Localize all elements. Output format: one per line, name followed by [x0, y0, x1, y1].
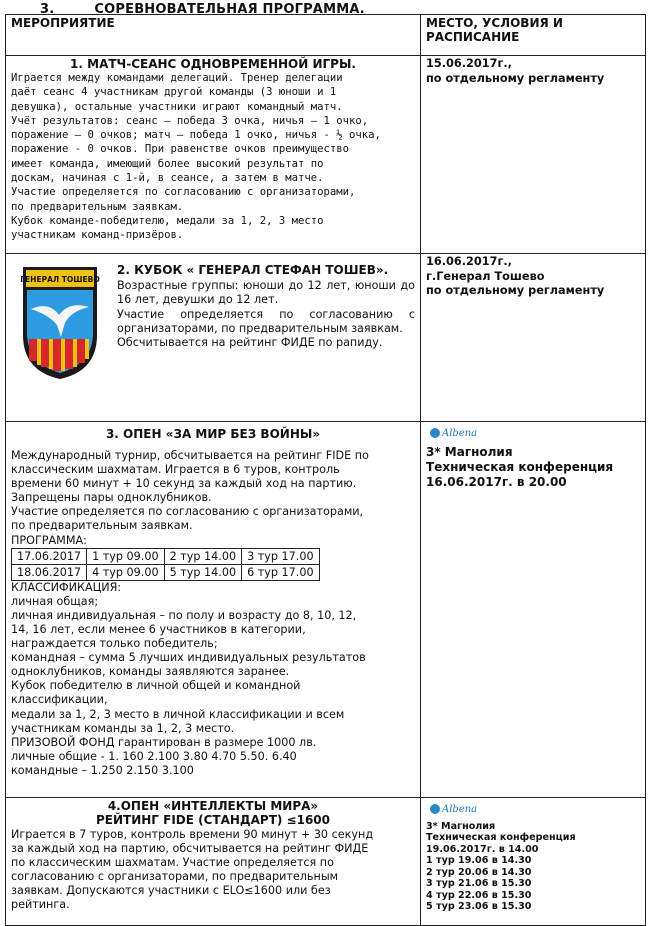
event1-date: 15.06.2017г., [426, 57, 512, 70]
schedule-row [12, 548, 320, 564]
event4-subtitle: РЕЙТИНГ FIDE (СТАНДАРТ) ≤1600 [95, 813, 330, 827]
event-row-3 [6, 422, 646, 798]
event1-line: девушка), остальные участники играют командный матч. [11, 100, 343, 113]
schedule-round: 6 тур 17.00 [242, 564, 320, 580]
event4-line: за каждый ход на партию, обсчитывается на рейтинг ФИДЕ [11, 842, 369, 856]
schedule-round: 1 тур 09.00 [87, 548, 165, 564]
event4-body [11, 828, 415, 913]
event4-conference-time: 19.06.2017г. в 14.00 [426, 843, 539, 855]
event1-line: Учёт результатов: сеанс – победа 3 очка, ничья – 1 очко, [11, 114, 369, 127]
event3-classification [11, 595, 415, 778]
event4-line: согласованию с организаторами, по предварительным [11, 870, 339, 884]
event1-line: Участие определяется по согласованию с организаторами, [11, 186, 356, 199]
event4-round: 4 тур 22.06 в 15.30 [426, 889, 532, 901]
event-row-4 [6, 798, 646, 926]
event1-line: поражение - 0 очков. При равенстве очков преимущество [11, 143, 350, 156]
event4-line: рейтинга. [11, 898, 70, 912]
event3-classification-line: личная общая; [11, 594, 99, 608]
event2-rating: Обсчитывается на рейтинг ФИДЕ по рапиду. [117, 336, 383, 350]
event1-place [426, 57, 640, 86]
event3-intro-line: Международный турнир, обсчитывается на рейтинг FIDE по [11, 449, 369, 462]
section-number: 3. [40, 2, 55, 17]
header-event: МЕРОПРИЯТИЕ [6, 15, 421, 56]
event4-line: заявкам. Допускаются участники с ELO≤1600 или без [11, 884, 331, 898]
albena-logo-icon [430, 804, 440, 814]
event2-participation: Участие определяется по согласованию с организаторами, по предварительным заявкам. [117, 307, 415, 335]
event4-line: по классическим шахматам. Участие определяется по [11, 856, 334, 870]
event1-line: Кубок команде-победителю, медали за 1, 2, 3 место [11, 214, 324, 227]
event4-round: 1 тур 19.06 в 14.30 [426, 855, 532, 866]
event4-line: Играется в 7 туров, контроль времени 90 минут + 30 секунд [11, 828, 374, 841]
event4-round: 3 тур 21.06 в 15.30 [426, 878, 532, 889]
schedule-date: 18.06.2017 [12, 564, 87, 580]
event2-age-groups: Возрастные группы: юноши до 12 лет, юноши до 16 лет, девушки до 12 лет. [117, 279, 415, 307]
event1-line: Играется между командами делегаций. Тренер делегации [11, 72, 343, 84]
event2-city: г.Генерал Тошево [426, 269, 545, 283]
event3-classification-line: Кубок победителю в личной общей и командной [11, 679, 301, 693]
event1-line: участникам команд-призёров. [11, 229, 184, 242]
general-toshevo-crest [11, 255, 117, 385]
program-table [5, 14, 646, 926]
event2-rules: по отдельному регламенту [426, 284, 605, 297]
event4-rounds [426, 855, 640, 913]
event3-place [426, 445, 640, 490]
event3-hotel: 3* Магнолия [426, 444, 513, 459]
schedule-date: 17.06.2017 [12, 548, 87, 564]
event4-conference: Техническая конференция [426, 832, 576, 843]
schedule-round: 4 тур 09.00 [87, 564, 165, 580]
event3-classification-line: медали за 1, 2, 3 место в личной классификации и всем [11, 707, 345, 721]
event3-classification-line: одноклубников, команды заявляются заранее. [11, 665, 290, 679]
event3-conference-time: 16.06.2017г. в 20.00 [426, 474, 567, 489]
event1-line: поражение – 0 очков; матч – победа 1 очко, ничья - ½ очка, [11, 129, 381, 142]
event3-intro-line: времени 60 минут + 10 секунд за каждый ход на партию. [11, 477, 357, 491]
event4-round: 2 тур 20.06 в 14.30 [426, 866, 532, 878]
albena-logo [430, 428, 477, 439]
event1-body [11, 71, 415, 243]
event3-intro-line: Запрещены пары одноклубников. [11, 491, 212, 505]
albena-logo-text: Albena [442, 803, 478, 815]
albena-logo [430, 804, 477, 815]
event4-title: 4.ОПЕН «ИНТЕЛЛЕКТЫ МИРА» [107, 799, 319, 813]
event4-round: 5 тур 23.06 в 15.30 [426, 901, 532, 912]
event3-classification-line: ПРИЗОВОЙ ФОНД гарантирован в размере 1000 лв. [11, 735, 317, 749]
event3-classification-line: командные – 1.250 2.150 3.100 [11, 763, 194, 777]
event3-classification-line: личная индивидуальная – по полу и возрасту до 8, 10, 12, [11, 608, 357, 622]
event1-line: по предварительным заявкам. [11, 200, 184, 213]
event2-title: 2. КУБОК « ГЕНЕРАЛ СТЕФАН ТОШЕВ». [117, 263, 389, 277]
table-header-row [6, 15, 646, 56]
albena-logo-icon [430, 428, 440, 438]
event3-schedule [11, 548, 320, 581]
albena-logo-text: Albena [442, 427, 478, 439]
event3-classification-line: 14, 16 лет, если менее 6 участников в категории, [11, 622, 306, 636]
event3-intro [11, 449, 415, 534]
schedule-round: 2 тур 14.00 [164, 548, 242, 564]
event4-place [426, 821, 640, 913]
schedule-round: 5 тур 14.00 [164, 564, 242, 580]
schedule-row [12, 564, 320, 580]
event3-program-label: ПРОГРАММА: [11, 533, 87, 547]
event3-intro-line: по предварительным заявкам. [11, 519, 193, 533]
section-title: СОРЕВНОВАТЕЛЬНАЯ ПРОГРАММА. [94, 2, 365, 17]
event3-classification-line: личные общие - 1. 160 2.100 3.80 4.70 5.50. 6.40 [11, 749, 297, 763]
event3-classification-line: командная – сумма 5 лучших индивидуальных результатов [11, 651, 366, 665]
event1-line: даёт сеанс 4 участникам другой команды (3 юноши и 1 [11, 86, 337, 99]
event3-intro-line: классическим шахматам. Играется в 6 туров, контроль [11, 463, 340, 477]
header-place: МЕСТО, УСЛОВИЯ И РАСПИСАНИЕ [421, 15, 646, 56]
event3-classification-line: классификации, [11, 693, 108, 707]
schedule-round: 3 тур 17.00 [242, 548, 320, 564]
event2-date: 16.06.2017г., [426, 255, 512, 268]
event1-line: доскам, начиная с 1-й, в сеансе, а затем в матче. [11, 172, 324, 185]
event-row-1 [6, 56, 646, 254]
event2-place [426, 255, 640, 299]
event3-intro-line: Участие определяется по согласованию с организаторами, [11, 505, 364, 519]
crest-text: ГЕНЕРАЛ ТОШЕВО [20, 275, 100, 284]
event4-hotel: 3* Магнолия [426, 820, 496, 832]
event3-classification-line: награждается только победитель; [11, 637, 218, 651]
event-row-2 [6, 254, 646, 422]
event1-rules: по отдельному регламенту [426, 71, 605, 85]
event3-conference: Техническая конференция [426, 459, 614, 474]
event1-line: имеет команда, имеющий более высокий результат по [11, 157, 324, 170]
event3-class-label: КЛАССИФИКАЦИЯ: [11, 580, 122, 594]
event1-title: 1. МАТЧ-СЕАНС ОДНОВРЕМЕННОЙ ИГРЫ. [70, 57, 356, 71]
event3-classification-line: участникам команды за 1, 2, 3 место. [11, 721, 235, 735]
event3-title: 3. ОПЕН «ЗА МИР БЕЗ ВОЙНЫ» [105, 427, 321, 441]
